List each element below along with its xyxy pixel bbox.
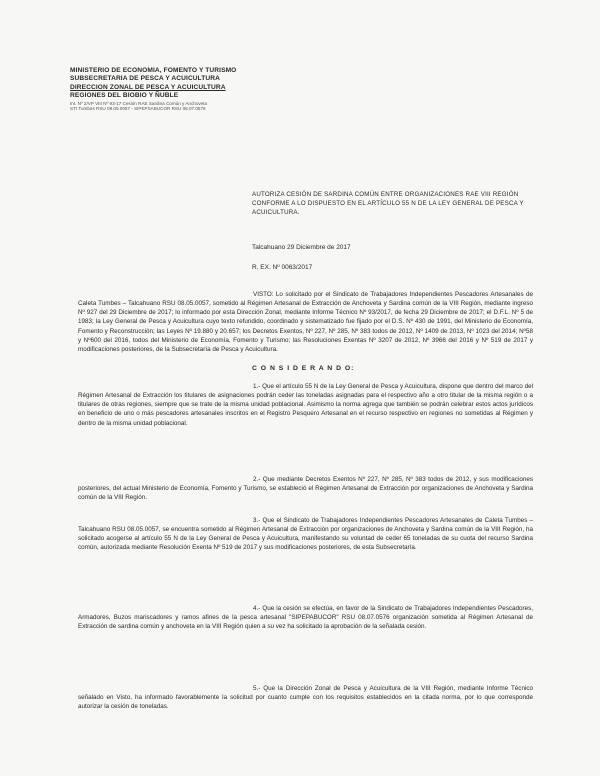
considerando-5	[78, 684, 533, 711]
considerando-3	[78, 516, 533, 553]
considerando-1	[78, 382, 533, 428]
considerando-3-text: 3.- Que el Sindicato de Trabajadores Independientes Pescadores Artesanales de Caleta Tumbes – Talcahuano RSU 08.05.0057, se encuentra sometido al Régimen Artesanal de Extracción por organizaciones de Anchoveta y Sardina común de la VIII Región, ha solicitado acogerse al artículo 55 N de la Ley General de Pesca y Acuicultura, manifestando su voluntad de ceder 65 toneladas de su cuota del recurso Sardina común, autorizada mediante Resolución Exenta Nº 519 de 2017 y sus modificaciones posteriores, de esta Subsecretaría.	[78, 517, 533, 552]
considerando-4-text: 4.- Que la cesión se efectúa, en favor de la Sindicato de Trabajadores Independientes Pescadores, Armadores, Buzos mariscadores y ramos afines de la pesca artesanal "SIPEPABUCOR" RSU 08.07.0576 organización sometida al Régimen Artesanal de Extracción de sardina común y anchoveta en la VIII Región quien a su vez ha solicitado la aprobación de la señalada cesión.	[78, 605, 533, 631]
letterhead	[70, 67, 270, 112]
direction-line: DIRECCION ZONAL DE PESCA Y ACUICULTURA	[70, 83, 226, 91]
considerando-2	[78, 475, 533, 502]
considerando-2-text: 2.- Que mediante Decretos Exentos Nº 227, Nº 285, Nº 383 todos de 2012, y sus modificaciones posteriores, del actual Ministerio de Economía, Fomento y Turismo, se estableció el Régimen Artesanal de Extracción por organizaciones de Anchoveta y Sardina común de la VIII Región.	[78, 476, 533, 502]
ministry-line: MINISTERIO DE ECONOMIA, FOMENTO Y TURISMO	[70, 67, 237, 74]
resolution-number: R. EX. Nº 0063/2017	[252, 264, 313, 271]
reference-line-1: Int. Nº 2/VP VIII Nº 93-17 Cesión RAE Sardina Común y Anchoveta	[70, 100, 208, 106]
considerando-1-text: 1.- Que el artículo 55 N de la Ley General de Pesca y Acuicultura, dispone que dentro del marco del Régimen Artesanal de Extracción los titulares de asignaciones podrán ceder las toneladas asignadas para el respectivo año a otro titular de la misma región o a titulares de otras regiones, siempre que se trate de la misma unidad poblacional. Asimismo la norma agrega que también se podrán celebrar estos actos jurídicos en beneficio de uno o más pescadores artesanales inscritos en el Registro Pesquero Artesanal en el recurso respectivo en regiones no sometidas al Régimen y dentro de la misma unidad poblacional.	[78, 383, 533, 427]
reference-line-2: STI Tumbes RSU 08.05.0057 - SIPEPSABUCOR RSU 08.07.0576	[70, 106, 206, 112]
resolution-date: Talcahuano 29 Diciembre de 2017	[252, 244, 351, 251]
considerando-4	[78, 604, 533, 631]
subsecretary-line: SUBSECRETARIA DE PESCA Y ACUICULTURA	[70, 75, 221, 83]
vistos-paragraph	[78, 290, 533, 354]
considerando-5-text: 5.- Que la Dirección Zonal de Pesca y Acuicultura de la VIII Región, mediante Informe Técnico señalado en Visto, ha informado favorablemente la solicitud por cuanto cumple con los requisitos establecidos en la citada norma, por lo que corresponde autorizar la cesión de toneladas.	[78, 685, 533, 711]
regions-line: REGIONES DEL BIOBIO Y ÑUBLE	[70, 92, 179, 100]
resolution-title: AUTORIZA CESIÓN DE SARDINA COMÚN ENTRE ORGANIZACIONES RAE VIII REGIÓN CONFORME A LO DISPUESTO EN EL ARTÍCULO 55 N DE LA LEY GENERAL DE PESCA Y ACUICULTURA.	[252, 191, 524, 216]
vistos-text: VISTO: Lo solicitado por el Sindicato de Trabajadores Independientes Pescadores Artesanales de Caleta Tumbes – Talcahuano RSU 08.05.0057, sometido al Régimen Artesanal de Extracción de Anchoveta y Sardina común de la VIII Región, mediante ingreso Nº 927 del 29 Diciembre de 2017; lo informado por esta Dirección Zonal, mediante Informe Técnico Nº 93/2017, de fecha 29 Diciembre de 2017; el D.F.L. Nº 5 de 1983; la Ley General de Pesca y Acuicultura cuyo texto refundido, coordinado y sistematizado fue fijado por el D.S. Nº 430 de 1991, del Ministerio de Economía, Fomento y Reconstrucción; las Leyes Nº 19.880 y 20.657; los Decretos Exentos, Nº 227, Nº 285, Nº 383 todos de 2012, Nº 1409 de 2013, Nº 1023 del 2014; Nº58 y Nº600 del 2016, todos del Ministerio de Economía, Fomento y Turismo; las Resoluciones Exentas Nº 3207 de 2012, Nº 3966 del 2016 y Nº 519 de 2017 y modificaciones posteriores, de la Subsecretaría de Pesca y Acuicultura.	[78, 291, 533, 353]
considerando-heading: C O N S I D E R A N D O:	[252, 365, 355, 372]
